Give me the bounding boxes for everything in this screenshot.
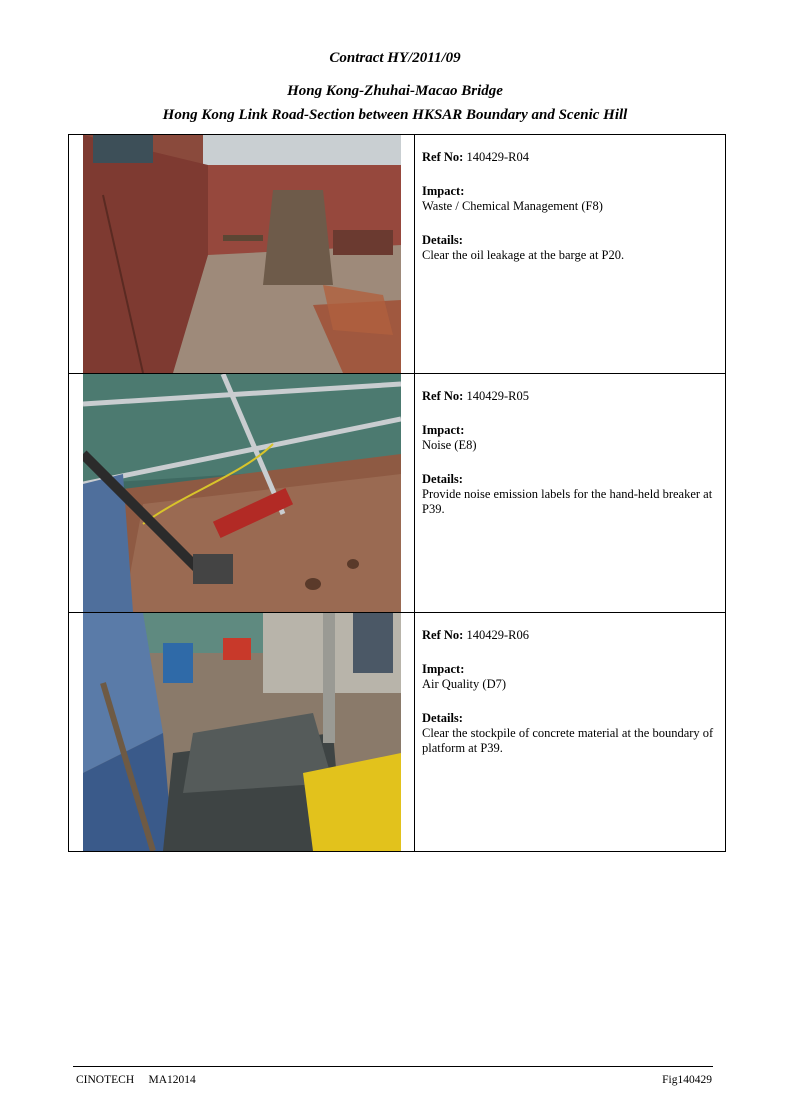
contract-title: Contract HY/2011/09 bbox=[329, 50, 461, 66]
record-details-cell bbox=[415, 135, 726, 374]
details-value: Clear the stockpile of concrete material at the boundary of platform at P39. bbox=[422, 726, 714, 755]
record-details-cell bbox=[415, 374, 726, 613]
ref-no-value: 140429-R06 bbox=[466, 628, 529, 642]
site-audit-table bbox=[68, 134, 726, 852]
photo-cell bbox=[69, 135, 415, 374]
section-title: Hong Kong Link Road-Section between HKSAR Boundary and Scenic Hill bbox=[162, 107, 628, 123]
table-row bbox=[69, 135, 726, 374]
impact-label: Impact: bbox=[422, 662, 465, 676]
concrete-stockpile-photo bbox=[83, 613, 401, 851]
impact-value: Noise (E8) bbox=[422, 438, 477, 452]
record-details-cell bbox=[415, 613, 726, 852]
impact-label: Impact: bbox=[422, 184, 465, 198]
table-row bbox=[69, 613, 726, 852]
barge-oil-leakage-photo bbox=[83, 135, 401, 373]
details-label: Details: bbox=[422, 233, 463, 247]
table-row bbox=[69, 374, 726, 613]
photo-cell bbox=[69, 613, 415, 852]
details-label: Details: bbox=[422, 472, 463, 486]
details-value: Provide noise emission labels for the hand-held breaker at P39. bbox=[422, 487, 713, 516]
ref-no-label: Ref No: bbox=[422, 389, 464, 403]
details-value: Clear the oil leakage at the barge at P20. bbox=[422, 248, 625, 262]
footer-company-code: CINOTECH MA12014 bbox=[76, 1074, 196, 1086]
details-label: Details: bbox=[422, 711, 463, 725]
ref-no-value: 140429-R05 bbox=[466, 389, 529, 403]
impact-label: Impact: bbox=[422, 423, 465, 437]
footer-figure-number: Fig140429 bbox=[662, 1074, 712, 1086]
ref-no-label: Ref No: bbox=[422, 628, 464, 642]
ref-no-value: 140429-R04 bbox=[466, 150, 529, 164]
photo-cell bbox=[69, 374, 415, 613]
ref-no-label: Ref No: bbox=[422, 150, 464, 164]
impact-value: Waste / Chemical Management (F8) bbox=[422, 199, 603, 213]
hand-held-breaker-photo bbox=[83, 374, 401, 612]
footer-divider bbox=[73, 1066, 713, 1067]
project-title: Hong Kong-Zhuhai-Macao Bridge bbox=[287, 83, 503, 99]
impact-value: Air Quality (D7) bbox=[422, 677, 507, 691]
